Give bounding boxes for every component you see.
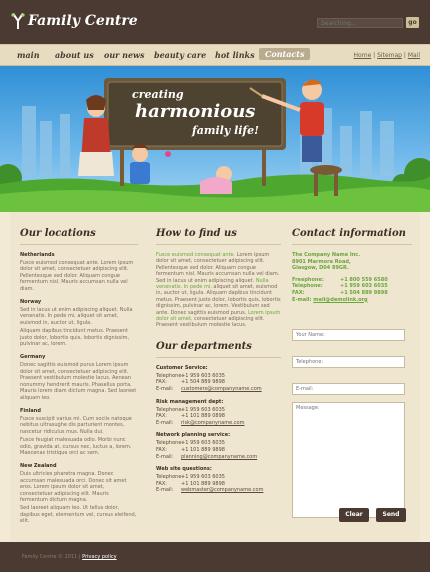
contact-title: Contact information	[292, 228, 412, 245]
nav-about-us[interactable]: about us	[55, 50, 94, 60]
location-text: Fusce feugiat malesuada odio. Morbi nunc odio, gravida at, cursus nec, luctus a, lorem. Maecenas tristique orci ac sem.	[20, 437, 132, 456]
howto-highlight: Nulla venenatis. In pede mi,	[156, 277, 269, 291]
howto-highlight: Fusce euismod consequat ante.	[156, 252, 236, 258]
location-name: Norway	[20, 299, 42, 306]
location-text: Donec sagittis euismod purus Lorem ipsum dolor sit amet, consectetuer adipiscing elit. Praesent vestibulum molestie lacus. Aenean nonummy hendrerit mauris. Phasellus porta. Mauris lorem diam dictum magna. Sed laoreet aliquam leo.	[20, 362, 137, 401]
family-logo-icon[interactable]	[10, 12, 26, 30]
company-address	[292, 252, 412, 272]
howto-title: How to find us	[156, 228, 281, 245]
locations-column	[20, 212, 138, 532]
contact-label: FAX:	[292, 289, 305, 296]
contact-telephone	[292, 283, 412, 290]
dept-label: E-mail:	[156, 453, 174, 460]
dept-label: Telephone:	[156, 372, 184, 379]
contact-form	[292, 321, 412, 529]
dept-label: FAX:	[156, 447, 167, 454]
location-text: Fusce suscipit varius mi. Cum sociis natoque nebitus ultrasughe dis parturient montes, nascetur ridiculus mus. Nulla dui.	[20, 415, 132, 435]
dept-fax: +1 101 889 9898	[181, 447, 225, 454]
nav-main[interactable]: main	[17, 50, 40, 60]
location-text: Aliquam dapibus tincidunt metus. Praesent justo dolor, lobortis quis, lobortis dignissim, pulvinar ac, lorem.	[20, 328, 130, 348]
dept-telephone: +1 959 603 6035	[181, 474, 225, 481]
nav-our-news[interactable]: our news	[104, 50, 145, 60]
dept-label: Telephone:	[156, 440, 184, 447]
location-text: Duis ultricies pharetra magna. Donec accumsan malesuada orci. Donec sit amet eros. Lorem ipsum dolor sit amet, consectetuer adipiscing elit. Mauris fermentum dictum magna.	[20, 471, 127, 503]
contact-value: +1 800 559 6580	[340, 276, 388, 283]
dept-label: Telephone:	[156, 406, 184, 413]
departments-title: Our departments	[156, 341, 281, 358]
dept-label: E-mail:	[156, 386, 174, 393]
nav-beauty-care[interactable]: beauty care	[154, 50, 207, 60]
location-name: Germany	[20, 354, 46, 361]
dept-label: FAX:	[156, 379, 167, 386]
location-germany	[20, 354, 138, 400]
dept-label: Telephone:	[156, 474, 184, 481]
content-area	[10, 212, 420, 542]
address-line: The Company Name Inc.	[292, 252, 361, 258]
location-text: Sed in lacus ut enim adipiscing aliquet. Nulla venenatis. In pede mi, aliquet sit amet, euismod in, auctor ut, ligula.	[20, 307, 133, 326]
contact-label: Telephone:	[292, 283, 323, 290]
location-norway	[20, 299, 138, 347]
name-field[interactable]	[292, 329, 405, 341]
footer-text	[22, 554, 117, 560]
dept-email-link[interactable]: webmaster@companyname.com	[181, 487, 264, 494]
message-field[interactable]	[292, 402, 405, 518]
dept-label: FAX:	[156, 413, 167, 420]
address-line: Glasgow, D04 89GR.	[292, 265, 349, 272]
dept-telephone: +1 959 603 6035	[181, 440, 225, 447]
hero-line-3: family life!	[192, 124, 259, 137]
contact-column	[292, 212, 412, 529]
email-field[interactable]	[292, 383, 405, 395]
mail-link[interactable]: Mail	[407, 52, 420, 59]
location-netherlands	[20, 252, 138, 292]
site-footer	[0, 542, 430, 572]
search-input[interactable]	[317, 18, 403, 28]
location-new-zealand	[20, 463, 138, 524]
hero-line-2: harmonious	[135, 101, 256, 122]
location-name: Netherlands	[20, 252, 55, 258]
search-button[interactable]: go	[406, 17, 419, 28]
hero-line-1: creating	[132, 88, 184, 101]
location-name: Finland	[20, 407, 41, 414]
dept-label: E-mail:	[156, 419, 174, 426]
dept-email-link[interactable]: planning@companyname.com	[181, 453, 258, 460]
dept-name: Web site questions:	[156, 466, 212, 473]
howto-text-part: aliquet sit amet, euismod in, auctor ut, ligula. Aliquam dapibus tincidunt metus. Praesent justo dolor, lobortis quis, lobortis dignissim, pulvinar ac, lorem. Vestibulum sed ante. Donec sagittis euismod purus.	[156, 284, 281, 316]
contact-freephone	[292, 277, 412, 284]
contact-email	[292, 297, 412, 304]
dept-email-link[interactable]: customers@companyname.com	[181, 386, 262, 393]
dept-name: Network planning service:	[156, 432, 231, 439]
howto-text	[156, 252, 281, 329]
dept-telephone: +1 959 603 6035	[181, 406, 225, 413]
telephone-field[interactable]	[292, 356, 405, 368]
location-finland	[20, 408, 138, 456]
contact-fax	[292, 290, 412, 297]
dept-email-link[interactable]: risk@companyname.com	[181, 419, 245, 426]
contact-value: +1 959 603 6035	[340, 283, 388, 290]
dept-fax: +1 101 889 9898	[181, 480, 225, 487]
sitemap-link[interactable]: Sitemap	[377, 52, 402, 59]
howto-highlight: Lorem ipsum dolor sit amet,	[156, 309, 281, 323]
nav-contacts[interactable]: Contacts	[259, 48, 310, 60]
top-links: Home | Sitemap | Mail	[353, 52, 420, 59]
dept-name: Customer Service:	[156, 364, 208, 371]
dept-name: Risk management dept:	[156, 398, 224, 405]
howto-column	[156, 212, 281, 500]
address-line: 8901 Marmora Road,	[292, 258, 351, 265]
dept-customer-service	[156, 365, 281, 393]
contact-email-link[interactable]: mail@demolink.org	[313, 296, 368, 303]
location-name: New Zealand	[20, 463, 57, 470]
home-link[interactable]: Home	[353, 52, 372, 59]
logo-text[interactable]: Family Centre	[28, 13, 138, 29]
dept-label: FAX:	[156, 480, 167, 487]
dept-fax: +1 504 889 9898	[181, 379, 225, 386]
main-nav	[0, 44, 430, 66]
dept-web-site-questions	[156, 466, 281, 494]
contact-value: +1 504 889 9898	[340, 289, 388, 296]
privacy-policy-link[interactable]: Privacy policy	[82, 554, 117, 560]
locations-title: Our locations	[20, 228, 138, 245]
contact-label: E-mail:	[292, 296, 312, 303]
copyright: Family Centre © 2011 |	[22, 554, 81, 560]
nav-hot-links[interactable]: hot links	[215, 50, 255, 60]
send-button[interactable]: Send	[376, 508, 406, 522]
hero-illustration	[0, 66, 430, 212]
location-text: Fusce euismod consequat ante. Lorem ipsum dolor sit amet, consectetuer adipiscing elit. Pellentesque sed dolor. Aliquam congue fermentum nisl. Mauris accumsan nulla vel diam.	[20, 260, 134, 292]
dept-risk-management	[156, 399, 281, 427]
dept-network-planning	[156, 432, 281, 460]
dept-label: E-mail:	[156, 487, 174, 494]
location-text: Sed laoreet aliquam leo. Ut tellus dolor, dapibus eget, elementum vel, cursus eleifend, elit.	[20, 505, 137, 525]
site-header	[0, 0, 430, 44]
contact-label: Freephone:	[292, 276, 324, 283]
howto-text-part: Lorem ipsum dolor sit amet, consectetuer adipiscing elit. Pellentesque sed dolor. Aliquam congue fermentum nisl. Mauris accumsan nulla vel diam. Sed in lacus ut enim adipiscing aliquet.	[156, 252, 280, 284]
dept-telephone: +1 959 603 6035	[181, 372, 225, 379]
dept-fax: +1 101 889 0898	[181, 413, 225, 420]
howto-text-part: consectetuer adipiscing elit. Praesent vestibulum molestie lacus.	[156, 316, 265, 329]
hero-banner	[0, 66, 430, 212]
clear-button[interactable]: Clear	[339, 508, 369, 522]
